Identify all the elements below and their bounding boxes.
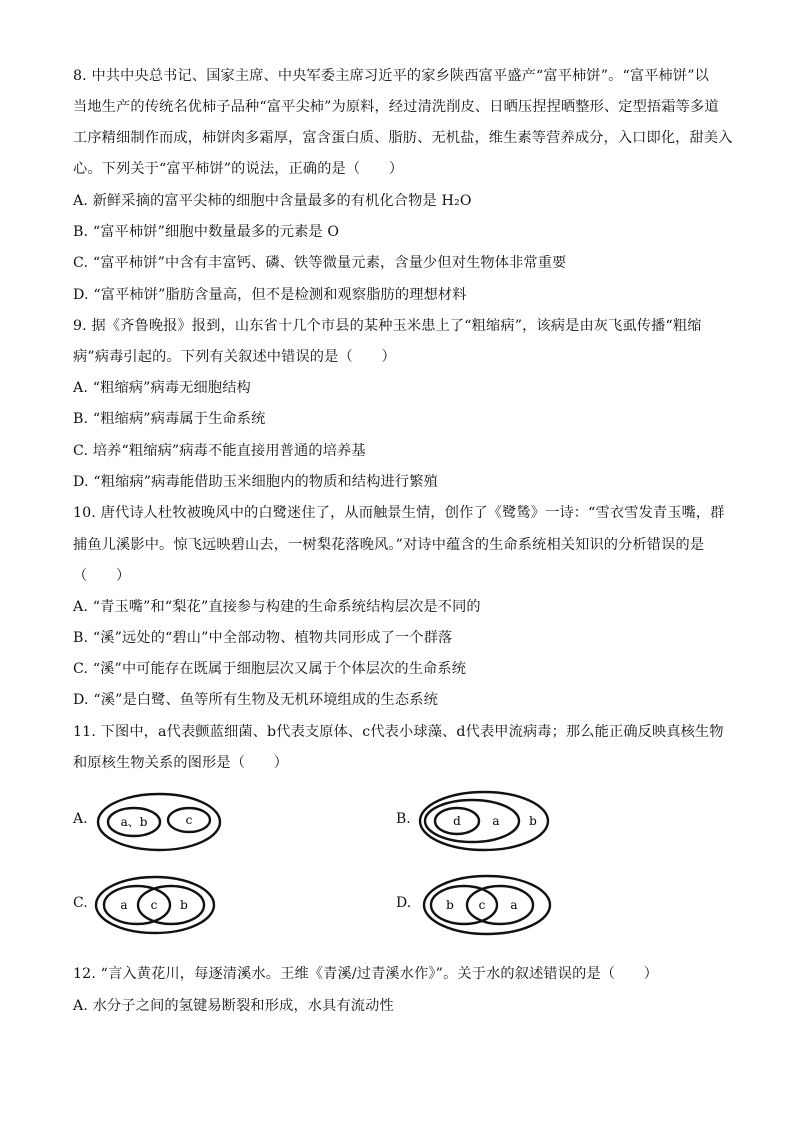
q11-diagram-a [95, 790, 225, 854]
q11-option-c-letter: C. [73, 895, 88, 911]
q11-b-label-a: a [492, 814, 500, 828]
q10-stem-line-2: 捕鱼儿溪影中。惊飞远映碧山去，一树梨花落晚风。”对诗中蕴含的生命系统相关知识的分析错误的是 [73, 537, 705, 553]
q8-option-d: D. “富平柿饼”脂肪含量高，但不是检测和观察脂肪的理想材料 [73, 287, 467, 303]
q12-stem-line-1: 12. “言入黄花川，每逐清溪水。王维《青溪/过青溪水作》”。关于水的叙述错误的是（ ） [73, 966, 659, 982]
q12-option-a: A. 水分子之间的氢键易断裂和形成，水具有流动性 [73, 998, 394, 1014]
q11-diagram-c [93, 873, 217, 937]
q10-option-d: D. “溪”是白鹭、鱼等所有生物及无机环境组成的生态系统 [73, 692, 438, 708]
q11-stem-line-2: 和原核生物关系的图形是（ ） [73, 755, 289, 771]
q10-option-a: A. “青玉嘴”和“梨花”直接参与构建的生命系统结构层次是不同的 [73, 599, 481, 615]
q10-stem-line-3: （ ） [73, 568, 131, 584]
q9-option-a: A. “粗缩病”病毒无细胞结构 [73, 380, 251, 396]
q11-diagram-d [420, 872, 554, 938]
q11-a-label-ab: a、b [120, 815, 148, 829]
q8-option-b: B. “富平柿饼”细胞中数量最多的元素是 O [73, 224, 340, 240]
q11-d-label-b: b [446, 898, 454, 912]
q11-option-d-letter: D. [396, 895, 412, 911]
q11-stem-line-1: 11. 下图中，a代表颤蓝细菌、b代表支原体、c代表小球藻、d代表甲流病毒；那么能正确反映真核生物 [73, 724, 724, 740]
q8-stem-line-2: 当地生产的传统名优柿子品种“富平尖柿”为原料，经过清洗削皮、日晒压捏捏晒整形、定型捂霜等多道 [73, 99, 719, 115]
q11-c-label-a: a [120, 898, 128, 912]
q9-option-c: C. 培养“粗缩病”病毒不能直接用普通的培养基 [73, 443, 366, 459]
q10-option-c: C. “溪”中可能存在既属于细胞层次又属于个体层次的生命系统 [73, 661, 467, 677]
q11-b-label-b: b [529, 814, 537, 828]
q8-stem-line-1: 8. 中共中央总书记、国家主席、中央军委主席习近平的家乡陕西富平盛产“富平柿饼”。“富平柿饼”以 [73, 68, 709, 84]
q8-stem-line-3: 工序精细制作而成，柿饼肉多霜厚，富含蛋白质、脂肪、无机盐，维生素等营养成分，入口即化，甜美入 [73, 130, 733, 146]
q11-c-label-c: c [150, 898, 158, 912]
q11-c-label-b: b [180, 898, 188, 912]
q9-option-b: B. “粗缩病”病毒属于生命系统 [73, 411, 266, 427]
q11-option-a-letter: A. [73, 811, 88, 827]
q11-d-label-c: c [478, 898, 486, 912]
q10-option-b: B. “溪”远处的“碧山”中全部动物、植物共同形成了一个群落 [73, 630, 453, 646]
q11-d-label-a: a [510, 898, 518, 912]
q11-diagram-b [416, 789, 552, 853]
q9-option-d: D. “粗缩病”病毒能借助玉米细胞内的物质和结构进行繁殖 [73, 474, 438, 490]
q11-option-b-letter: B. [396, 811, 411, 827]
q9-stem-line-2: 病”病毒引起的。下列有关叙述中错误的是（ ） [73, 349, 396, 365]
q8-stem-line-4: 心。下列关于“富平柿饼”的说法，正确的是（ ） [73, 161, 404, 177]
q11-b-label-d: d [453, 814, 461, 828]
q8-option-c: C. “富平柿饼”中含有丰富钙、磷、铁等微量元素，含量少但对生物体非常重要 [73, 255, 567, 271]
q8-option-a: A. 新鲜采摘的富平尖柿的细胞中含量最多的有机化合物是 H₂O [73, 193, 472, 209]
q9-stem-line-1: 9. 据《齐鲁晚报》报到，山东省十几个市县的某种玉米患上了“粗缩病”，该病是由灰飞虱传播“粗缩 [73, 318, 702, 334]
q10-stem-line-1: 10. 唐代诗人杜牧被晚风中的白鹭迷住了，从而触景生情，创作了《鹭鸶》一诗：“雪衣雪发青玉嘴，群 [73, 505, 725, 521]
q11-a-label-c: c [185, 813, 193, 827]
